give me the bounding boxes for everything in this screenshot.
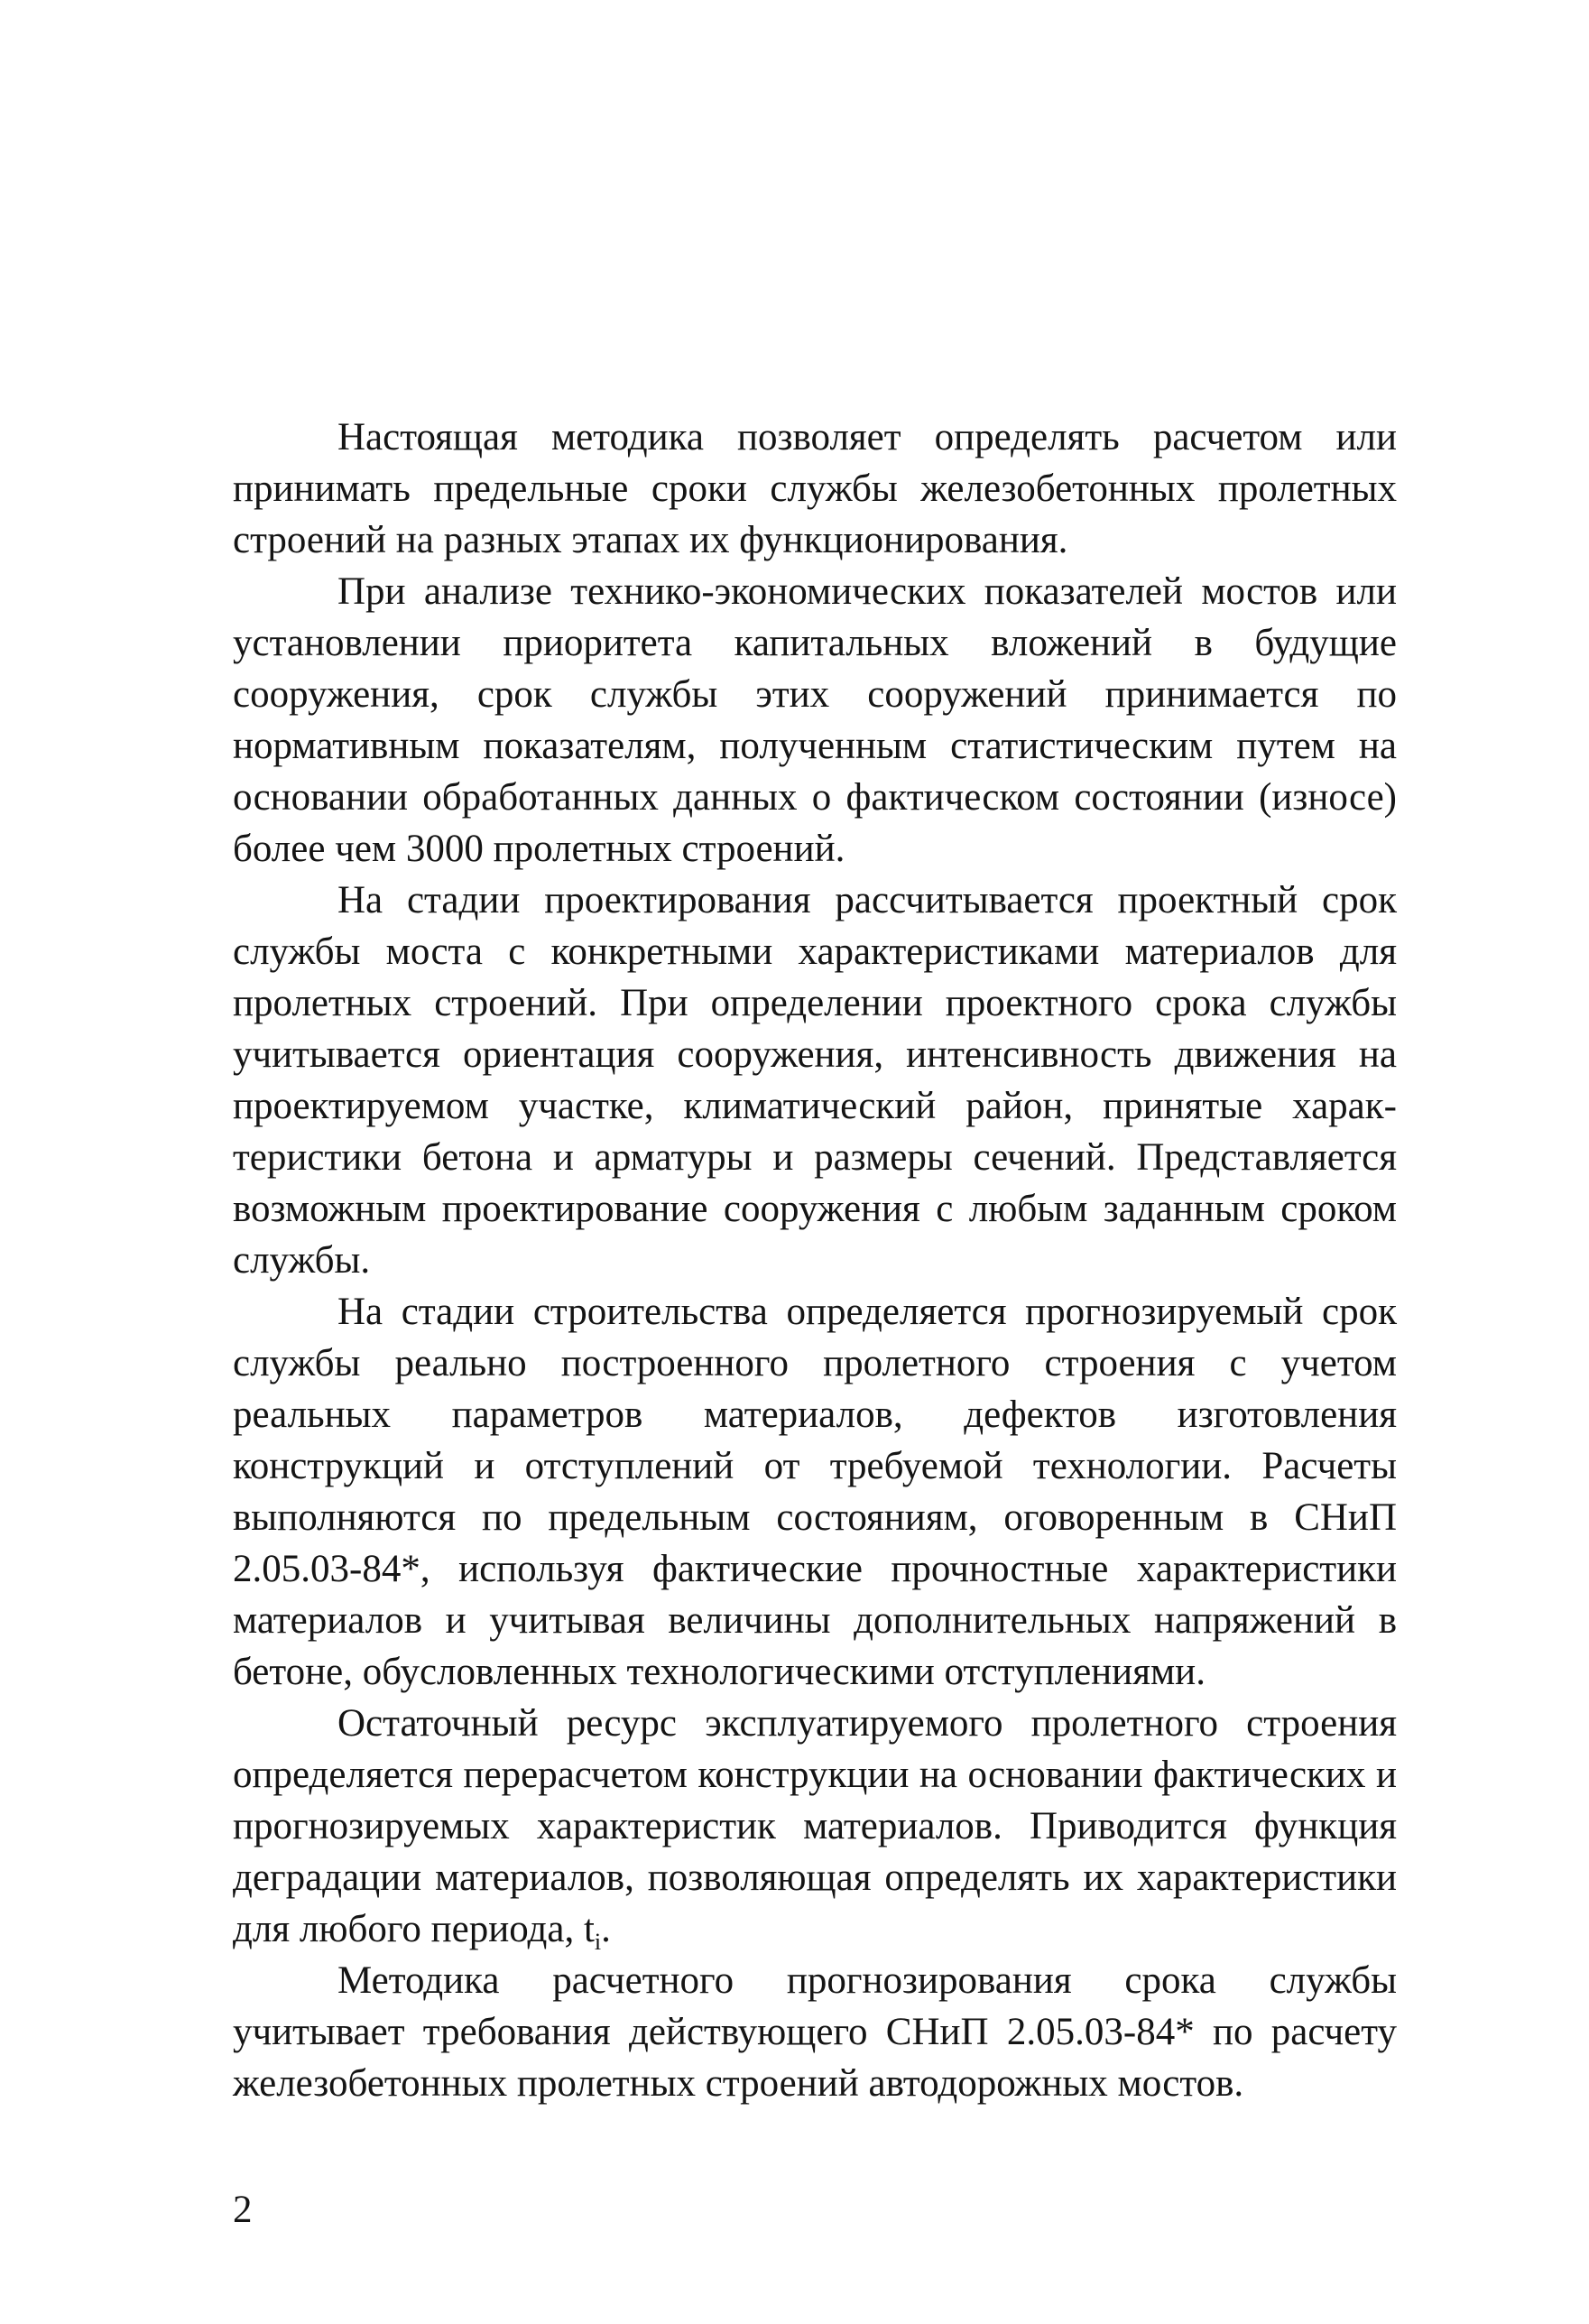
paragraph-4: На стадии строительства определяется прогнозируемый срок службы реально построенного пролетного строения с учетом реальных параметров материалов, дефектов изготовления конструкций и отступлений от требуемой технологии. Расчеты выполняются по предельным состояниям, оговоренным в СНиП 2.05.03-84*, используя фактические прочностные характеристики материалов и учитывая величины дополнительных напряжений в бетоне, обусловленных технологическими отступлениями. — [233, 1291, 1397, 1693]
paragraph-2: При анализе технико-экономических показателей мостов или установлении приоритета капитальных вложений в будущие сооружения, срок службы этих сооружений принимается по нормативным показателям, полученным статистическим путем на основании обработанных данных о фактическом состоянии (износе) более чем 3000 пролетных строений. — [233, 570, 1397, 870]
paragraph-5-end: . — [601, 1908, 611, 1950]
page-number: 2 — [233, 2189, 253, 2231]
paragraph-6: Методика расчетного прогнозирования срока службы учитывает требования действующего СНиП 2.05.03-84* по расчету железобетонных пролетных строений автодорожных мостов. — [233, 1959, 1397, 2105]
paragraph-5-text: Остаточный ресурс эксплуатируемого пролетного строения определяется перерасчетом конструкции на основании фактических и прогнозируемых характеристик материалов. Приводится функция деградации материалов, позволяющая определять их характеристики для любого периода, t — [233, 1702, 1397, 1950]
body-text — [233, 412, 1397, 2109]
paragraph-5 — [233, 1698, 1397, 1955]
paragraph-1: Настоящая методика позволяет определять расчетом или принимать предельные сроки службы железобетонных пролетных строений на разных этапах их функционирования. — [233, 416, 1397, 561]
subscript-i: i — [594, 1929, 602, 1955]
paragraph-3: На стадии проектирования рассчитывается проектный срок службы моста с конкретными характеристиками материалов для пролетных строений. При определении проектного срока службы учитывается ориентация сооружения, интенсивность движения на проектируемом участке, климатический район, принятые характеристики бетона и арматуры и размеры сечений. Представляется возможным проектирование сооружения с любым заданным сроком службы. — [233, 879, 1397, 1282]
